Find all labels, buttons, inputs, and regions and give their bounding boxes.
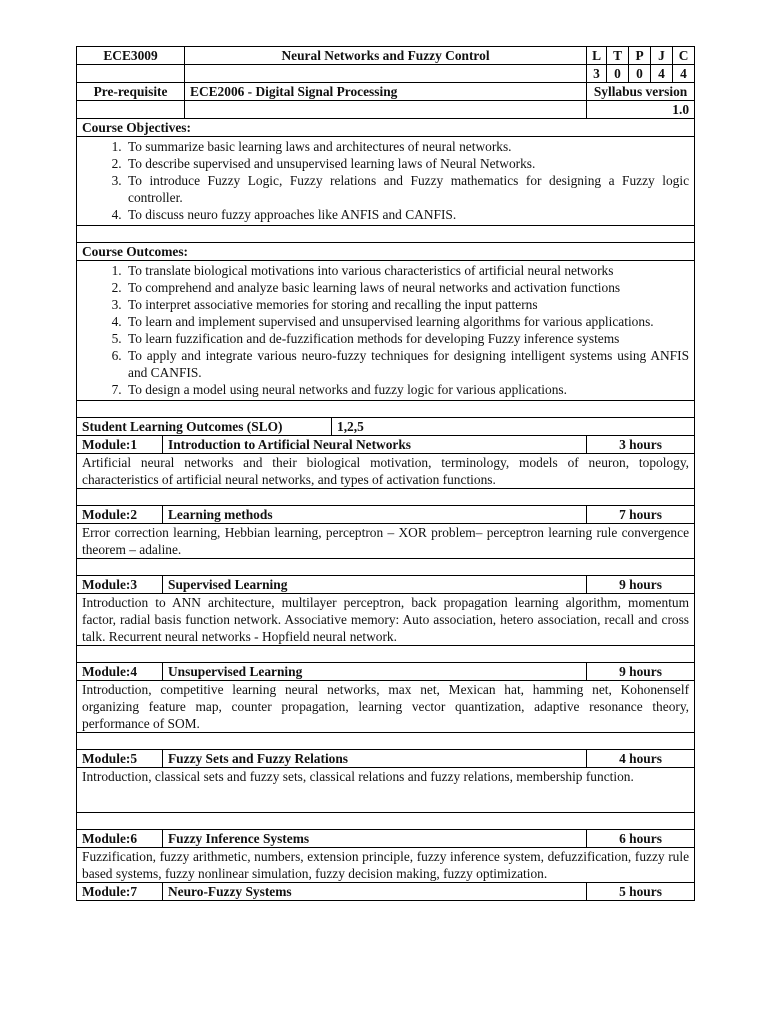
list-item: 1. To summarize basic learning laws and architectures of neural networks.	[125, 138, 689, 155]
module-content-row	[77, 768, 695, 813]
spacer-row	[77, 559, 695, 576]
module-number: Module:5	[77, 750, 163, 768]
course-header-row	[77, 47, 695, 65]
module-content: Introduction, classical sets and fuzzy sets, classical relations and fuzzy relations, membership function.	[77, 768, 695, 813]
list-item: 5. To learn fuzzification and de-fuzzification methods for developing Fuzzy inference systems	[125, 330, 689, 347]
module-content: Error correction learning, Hebbian learning, perceptron – XOR problem– perceptron learning rule convergence theorem – adaline.	[77, 524, 695, 559]
module-hours: 9 hours	[587, 576, 695, 594]
module-hours: 3 hours	[587, 436, 695, 454]
module-header	[77, 506, 695, 524]
module-hours: 5 hours	[587, 883, 695, 901]
ltpjc-header: J	[651, 47, 673, 65]
ltpjc-value: 4	[673, 65, 695, 83]
course-code: ECE3009	[77, 47, 185, 65]
slo-label: Student Learning Outcomes (SLO)	[77, 418, 332, 436]
module-content-row	[77, 848, 695, 883]
syllabus-version-row	[77, 101, 695, 119]
module-header	[77, 830, 695, 848]
module-content-row	[77, 524, 695, 559]
module-content: Introduction, competitive learning neural networks, max net, Mexican hat, hamming net, Kohonenself organizing feature map, counter propagation, learning vector quantization, adaptive resonance theory, performance of SOM.	[77, 681, 695, 733]
syllabus-version-value: 1.0	[587, 101, 695, 119]
module-content: Artificial neural networks and their biological motivation, terminology, models of neuron, topology, characteristics of artificial neural networks, and types of activation functions.	[77, 454, 695, 489]
spacer-row	[77, 489, 695, 506]
module-title: Learning methods	[163, 506, 587, 524]
ltpjc-value: 4	[651, 65, 673, 83]
outcomes-heading: Course Outcomes:	[77, 243, 695, 261]
ltpjc-value: 0	[629, 65, 651, 83]
list-item: 3. To interpret associative memories for storing and recalling the input patterns	[125, 296, 689, 313]
module-content-row	[77, 681, 695, 733]
list-item: 2. To comprehend and analyze basic learning laws of neural networks and activation functions	[125, 279, 689, 296]
list-item: 4. To discuss neuro fuzzy approaches like ANFIS and CANFIS.	[125, 206, 689, 223]
module-number: Module:2	[77, 506, 163, 524]
list-item: 1. To translate biological motivations into various characteristics of artificial neural networks	[125, 262, 689, 279]
objectives-row	[77, 137, 695, 226]
list-item: 2. To describe supervised and unsupervised learning laws of Neural Networks.	[125, 155, 689, 172]
empty-cell	[77, 101, 185, 119]
spacer-row	[77, 733, 695, 750]
ltpjc-values-row	[77, 65, 695, 83]
spacer-row	[77, 226, 695, 243]
module-header	[77, 663, 695, 681]
module-header	[77, 750, 695, 768]
spacer-row	[77, 646, 695, 663]
module-hours: 7 hours	[587, 506, 695, 524]
course-title: Neural Networks and Fuzzy Control	[185, 47, 587, 65]
empty-cell	[185, 65, 587, 83]
outcomes-list	[82, 262, 689, 398]
syllabus-version-label: Syllabus version	[587, 83, 695, 101]
module-title: Unsupervised Learning	[163, 663, 587, 681]
list-item: 6. To apply and integrate various neuro-fuzzy techniques for designing intelligent systems using ANFIS and CANFIS.	[125, 347, 689, 381]
module-header	[77, 883, 695, 901]
ltpjc-header: C	[673, 47, 695, 65]
module-number: Module:7	[77, 883, 163, 901]
slo-row	[77, 418, 695, 436]
module-number: Module:4	[77, 663, 163, 681]
ltpjc-header: L	[587, 47, 607, 65]
empty-cell	[185, 101, 587, 119]
module-title: Fuzzy Inference Systems	[163, 830, 587, 848]
outcomes-row	[77, 261, 695, 401]
empty-cell	[77, 65, 185, 83]
prerequisite-value: ECE2006 - Digital Signal Processing	[185, 83, 587, 101]
list-item: 3. To introduce Fuzzy Logic, Fuzzy relations and Fuzzy mathematics for designing a Fuzzy logic controller.	[125, 172, 689, 206]
objectives-list	[82, 138, 689, 223]
module-content-row	[77, 454, 695, 489]
syllabus-table	[76, 46, 695, 901]
spacer-row	[77, 813, 695, 830]
module-title: Fuzzy Sets and Fuzzy Relations	[163, 750, 587, 768]
module-title: Neuro-Fuzzy Systems	[163, 883, 587, 901]
prerequisite-row	[77, 83, 695, 101]
module-content: Fuzzification, fuzzy arithmetic, numbers, extension principle, fuzzy inference system, defuzzification, fuzzy rule based systems, fuzzy nonlinear simulation, fuzzy decision making, fuzzy optimization.	[77, 848, 695, 883]
ltpjc-value: 3	[587, 65, 607, 83]
objectives-heading-row	[77, 119, 695, 137]
ltpjc-header: P	[629, 47, 651, 65]
module-number: Module:3	[77, 576, 163, 594]
list-item: 7. To design a model using neural networks and fuzzy logic for various applications.	[125, 381, 689, 398]
module-content: Introduction to ANN architecture, multilayer perceptron, back propagation learning algorithm, momentum factor, radial basis function network. Associative memory: Auto association, hetero association, recall and cross talk. Recurrent neural networks - Hopfield neural network.	[77, 594, 695, 646]
ltpjc-header: T	[607, 47, 629, 65]
module-hours: 6 hours	[587, 830, 695, 848]
module-hours: 4 hours	[587, 750, 695, 768]
module-number: Module:6	[77, 830, 163, 848]
slo-value: 1,2,5	[332, 418, 695, 436]
outcomes-heading-row	[77, 243, 695, 261]
list-item: 4. To learn and implement supervised and unsupervised learning algorithms for various applications.	[125, 313, 689, 330]
module-header	[77, 576, 695, 594]
module-number: Module:1	[77, 436, 163, 454]
prerequisite-label: Pre-requisite	[77, 83, 185, 101]
module-title: Supervised Learning	[163, 576, 587, 594]
module-header	[77, 436, 695, 454]
module-content-row	[77, 594, 695, 646]
ltpjc-value: 0	[607, 65, 629, 83]
objectives-heading: Course Objectives:	[77, 119, 695, 137]
module-hours: 9 hours	[587, 663, 695, 681]
spacer-row	[77, 401, 695, 418]
module-title: Introduction to Artificial Neural Networks	[163, 436, 587, 454]
